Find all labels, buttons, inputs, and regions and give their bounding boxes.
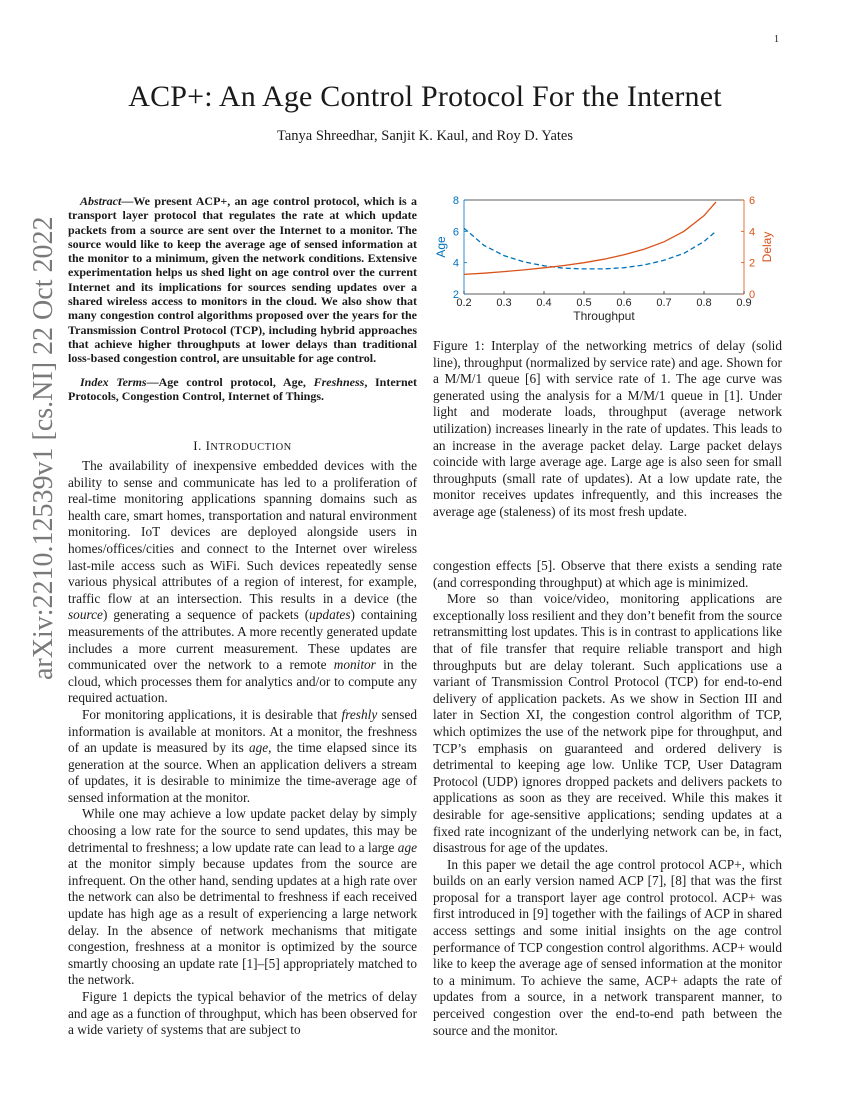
text-run: ) containing measurements of the attributes. A more recently generated update includes a more current measurement. These updates are communicated over the network to a remote xyxy=(68,607,417,673)
author-list: Tanya Shreedhar, Sanjit K. Kaul, and Roy D. Yates xyxy=(276,128,573,144)
right-column-body xyxy=(433,558,782,1039)
abstract-block xyxy=(68,194,417,412)
right-y-tick-label: 2 xyxy=(749,257,756,270)
body-paragraph: More so than voice/video, monitoring applications are exceptionally loss resilient and they don’t benefit from the source retransmitting lost updates. This is in contrast to applications like that of file transfer that require reliable transport and high throughputs but are delay tolerant. Such applications use a variant of Transmission Control Protocol (TCP) for end-to-end delivery of application packets. As we show in Section III and later in Section XI, the congestion control algorithm of TCP, which optimizes the use of the network pipe for throughput, and TCP’s emphasis on guaranteed and ordered delivery is detrimental to keeping age low. Unlike TCP, User Datagram Protocol (UDP) ignores dropped packets and delivers packets to applications as soon as they are received. While this makes it desirable for age-sensitive applications; sending updates at a fixed rate incognizant of the underlying network can be, in fact, disastrous for age of the updates. xyxy=(433,591,782,856)
body-paragraph: Figure 1 depicts the typical behavior of the metrics of delay and age as a function of throughput, which has been observed for a wide variety of systems that are subject to xyxy=(68,989,417,1038)
x-axis-label: Throughput xyxy=(573,309,635,323)
left-y-tick-label: 6 xyxy=(452,226,459,239)
emphasis: age xyxy=(248,740,269,756)
section-number: I. xyxy=(193,438,206,453)
paper-title: ACP+: An Age Control Protocol For the Internet xyxy=(128,80,722,113)
left-y-axis-label: Age xyxy=(434,236,448,258)
figure-1-chart xyxy=(433,188,782,333)
index-terms-pre: —Age control protocol, Age, xyxy=(146,374,314,389)
series-line-delay xyxy=(464,202,716,275)
emphasis: freshly xyxy=(341,706,378,722)
index-terms-post: , Internet Protocols, Congestion Control, Internet of Things. xyxy=(68,374,418,403)
body-paragraph xyxy=(68,707,417,807)
x-tick-label: 0.5 xyxy=(576,297,592,309)
chart-svg xyxy=(433,188,782,333)
left-y-tick-label: 2 xyxy=(452,289,459,301)
x-tick-label: 0.2 xyxy=(456,297,472,309)
emphasis: monitor xyxy=(333,657,376,673)
x-tick-label: 0.4 xyxy=(536,297,552,309)
index-terms-em: Freshness xyxy=(313,374,365,389)
text-run: While one may achieve a low update packet delay by simply choosing a low rate for the source to send updates, this may be detrimental to freshness; a low update rate can lead to a large xyxy=(68,806,417,855)
section-rest: NTRODUCTION xyxy=(210,442,292,453)
caption-text: Figure 1: Interplay of the networking metrics of delay (solid line), throughput (normalized by service rate) and age. Shown for a M/M/1 queue [6] with service rate of 1. The age curve was generated using the analysis for a M/M/1 queue in [1]. Under light and moderate loads, throughput (average network utilization) increases linearly in the rate of updates. This leads to an increase in the average packet delay. Large packet delays coincide with large average age. Large age is also seen for small throughputs (small rate of updates). At a low update rate, the monitor receives updates infrequently, and this increases the average age (staleness) of its most fresh update. xyxy=(433,338,782,519)
text-run: The availability of inexpensive embedded devices with the ability to sense and communicate has led to a proliferation of real-time monitoring applications spanning domains such as health care, smart homes, transportation and natural environment monitoring. IoT devices are deployed alongside users in homes/offices/cities and connect to the Internet over wireless last-mile access such as WiFi. Such devices repeatedly sense various physical attributes of a region of interest, for example, traffic flow at an intersection. This results in a device (the xyxy=(68,458,417,606)
emphasis: age xyxy=(397,839,417,855)
left-y-tick-label: 4 xyxy=(452,257,459,270)
text-run: , the time elapsed since its generation at the source. When an application delivers a stream of updates, it is desirable to minimize the time-average age of sensed information at the monitor. xyxy=(68,740,417,805)
left-column-body xyxy=(68,458,417,1039)
left-y-tick-label: 8 xyxy=(452,195,459,207)
page-number: 1 xyxy=(774,34,779,45)
text-run: at the monitor simply because updates from the source are infrequent. On the other hand, sending updates at a high rate over the network can also be detrimental to freshness if each received update has high age as a result of experiencing a large network delay. In the absence of network mechanisms that mitigate congestion, freshness at a monitor is optimized by the source smartly choosing an update rate [1]–[5] appropriately matched to the network. xyxy=(68,856,417,988)
abstract-label: Abstract xyxy=(80,194,122,208)
right-y-tick-label: 4 xyxy=(749,226,756,239)
body-paragraph xyxy=(68,806,417,989)
text-run: in the cloud, which processes them for analytics and/or to compute any required actuation. xyxy=(68,657,417,706)
x-tick-label: 0.7 xyxy=(656,297,672,309)
x-tick-label: 0.8 xyxy=(696,297,712,309)
emphasis: updates xyxy=(309,607,351,623)
abstract-text: —We present ACP+, an age control protocol, which is a transport layer protocol that regulates the rate at which update packets from a source are sent over the Internet to a monitor. The source would like to keep the average age of sensed information at the monitor to a minimum, given the network conditions. Extensive experimentation helps us shed light on age control over the current Internet and its implications for sources sending updates over a shared wireless access to monitors in the cloud. We also show that many congestion control algorithms proposed over the years for the Transmission Control Protocol (TCP), including hybrid approaches that achieve higher throughputs at lower delays than traditional loss-based congestion control, are unsuitable for age control. xyxy=(68,194,417,366)
x-tick-label: 0.9 xyxy=(736,297,752,309)
text-run: ) generating a sequence of packets ( xyxy=(102,607,310,623)
emphasis: source xyxy=(68,607,103,623)
right-y-axis-label: Delay xyxy=(760,231,774,263)
body-paragraph xyxy=(68,458,417,707)
right-y-tick-label: 6 xyxy=(749,195,756,207)
text-run: For monitoring applications, it is desirable that xyxy=(82,706,342,722)
section-heading-introduction xyxy=(68,438,417,454)
index-terms-label: Index Terms xyxy=(80,374,147,389)
x-tick-label: 0.3 xyxy=(496,297,512,309)
right-y-tick-label: 0 xyxy=(749,289,756,301)
x-tick-label: 0.6 xyxy=(616,297,632,309)
index-terms-paragraph xyxy=(68,375,417,404)
body-paragraph: congestion effects [5]. Observe that there exists a sending rate (and corresponding throughput) at which age is minimized. xyxy=(433,558,782,590)
figure-1-caption xyxy=(433,338,782,521)
arxiv-identifier-text: arXiv:2210.12539v1 [cs.NI] 22 Oct 2022 xyxy=(28,216,59,680)
text-run: sensed information is available at monitors. At a monitor, the freshness of an update is measured by its xyxy=(68,706,417,756)
section-first-letter: I xyxy=(205,438,211,453)
abstract-paragraph xyxy=(68,194,417,366)
body-paragraph: In this paper we detail the age control protocol ACP+, which builds on an early version named ACP [7], [8] that was the first proposal for a transport layer age control protocol. ACP+ was first introduced in [9] together with the failings of ACP in shared access settings and some initial insights on the age control performance of TCP congestion control algorithms. ACP+ would like to keep the average age of sensed information at the monitor to a minimum. To achieve the same, ACP+ adapts the rate of updates from a source, in a network transparent manner, to perceived congestion over the end-to-end path between the source and the monitor. xyxy=(433,856,782,1038)
